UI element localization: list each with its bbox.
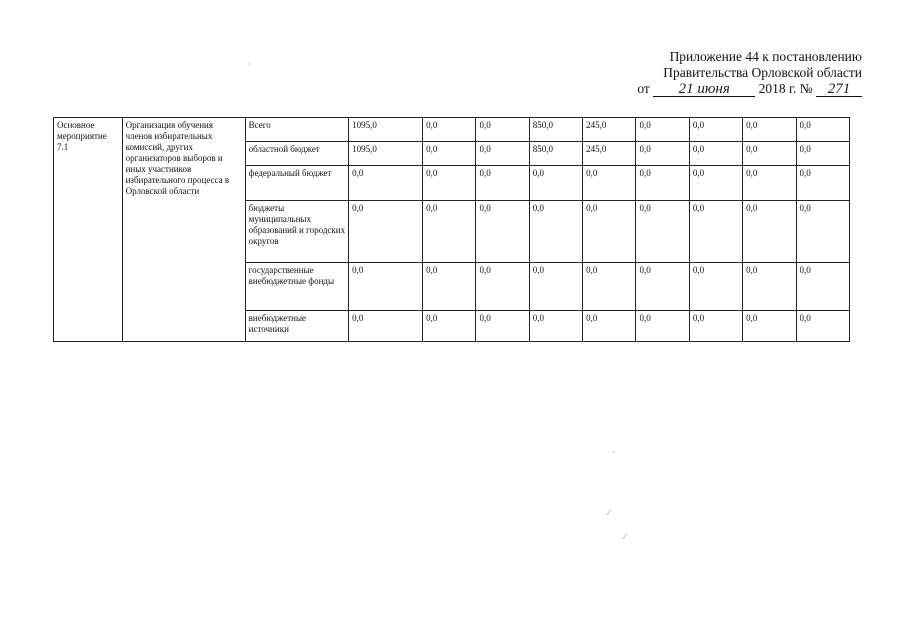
amount-cell: 245,0 (583, 118, 636, 142)
amount-cell: 0,0 (743, 263, 796, 311)
amount-cell: 0,0 (689, 142, 742, 166)
amount-cell: 0,0 (529, 311, 582, 342)
amount-cell: 0,0 (476, 263, 529, 311)
amount-cell: 0,0 (796, 201, 849, 263)
amount-cell: 0,0 (349, 263, 423, 311)
scan-speck: · (612, 448, 615, 457)
amount-cell: 0,0 (689, 201, 742, 263)
funding-source-cell: федеральный бюджет (245, 166, 348, 201)
amount-cell: 0,0 (796, 263, 849, 311)
amount-cell: 0,0 (476, 166, 529, 201)
amount-cell: 0,0 (476, 142, 529, 166)
amount-cell: 0,0 (796, 142, 849, 166)
amount-cell: 0,0 (529, 201, 582, 263)
scan-speck: ⁄ (624, 532, 626, 541)
amount-cell: 0,0 (796, 166, 849, 201)
header-line-2: Правительства Орловской области (663, 65, 862, 80)
amount-cell: 0,0 (583, 201, 636, 263)
funding-source-cell: внебюджетные источники (245, 311, 348, 342)
amount-cell: 0,0 (743, 201, 796, 263)
funding-source-cell: областной бюджет (245, 142, 348, 166)
handwritten-date: 21 июня (653, 83, 755, 97)
header-line-1: Приложение 44 к постановлению (669, 49, 862, 64)
scan-speck: ⁄ (608, 508, 610, 517)
budget-table (53, 117, 850, 342)
funding-source-cell: государственные внебюджетные фонды (245, 263, 348, 311)
amount-cell: 0,0 (349, 201, 423, 263)
amount-cell: 0,0 (689, 118, 742, 142)
amount-cell: 0,0 (529, 166, 582, 201)
activity-code-cell: Основное мероприятие 7.1 (54, 118, 123, 342)
table-row (54, 118, 850, 142)
amount-cell: 850,0 (529, 142, 582, 166)
amount-cell: 0,0 (529, 263, 582, 311)
amount-cell: 0,0 (349, 166, 423, 201)
amount-cell: 0,0 (636, 166, 689, 201)
amount-cell: 0,0 (689, 263, 742, 311)
amount-cell: 0,0 (476, 201, 529, 263)
amount-cell: 1095,0 (349, 118, 423, 142)
amount-cell: 0,0 (636, 263, 689, 311)
year-text: 2018 г. № (758, 81, 813, 96)
amount-cell: 0,0 (476, 311, 529, 342)
date-prefix: от (637, 81, 650, 96)
header-date-line (600, 81, 862, 97)
handwritten-number: 271 (816, 83, 862, 97)
amount-cell: 0,0 (636, 311, 689, 342)
amount-cell: 245,0 (583, 142, 636, 166)
amount-cell: 0,0 (583, 311, 636, 342)
amount-cell: 1095,0 (349, 142, 423, 166)
scan-speck: · (248, 60, 251, 69)
amount-cell: 0,0 (636, 118, 689, 142)
amount-cell: 0,0 (743, 142, 796, 166)
funding-source-cell: Всего (245, 118, 348, 142)
amount-cell: 0,0 (423, 263, 476, 311)
amount-cell: 0,0 (583, 166, 636, 201)
amount-cell: 0,0 (423, 311, 476, 342)
amount-cell: 0,0 (423, 201, 476, 263)
amount-cell: 0,0 (636, 201, 689, 263)
amount-cell: 0,0 (476, 118, 529, 142)
funding-source-cell: бюджеты муниципальных образований и городских округов (245, 201, 348, 263)
amount-cell: 0,0 (796, 118, 849, 142)
amount-cell: 0,0 (689, 166, 742, 201)
amount-cell: 0,0 (743, 118, 796, 142)
amount-cell: 0,0 (583, 263, 636, 311)
amount-cell: 850,0 (529, 118, 582, 142)
amount-cell: 0,0 (636, 142, 689, 166)
activity-name-cell: Организация обучения членов избирательных комиссий, других организаторов выборов и иных участников избирательного процесса в Орловской области (122, 118, 245, 342)
appendix-header (600, 49, 862, 97)
amount-cell: 0,0 (743, 311, 796, 342)
amount-cell: 0,0 (349, 311, 423, 342)
amount-cell: 0,0 (423, 118, 476, 142)
amount-cell: 0,0 (423, 166, 476, 201)
amount-cell: 0,0 (423, 142, 476, 166)
amount-cell: 0,0 (743, 166, 796, 201)
amount-cell: 0,0 (689, 311, 742, 342)
amount-cell: 0,0 (796, 311, 849, 342)
